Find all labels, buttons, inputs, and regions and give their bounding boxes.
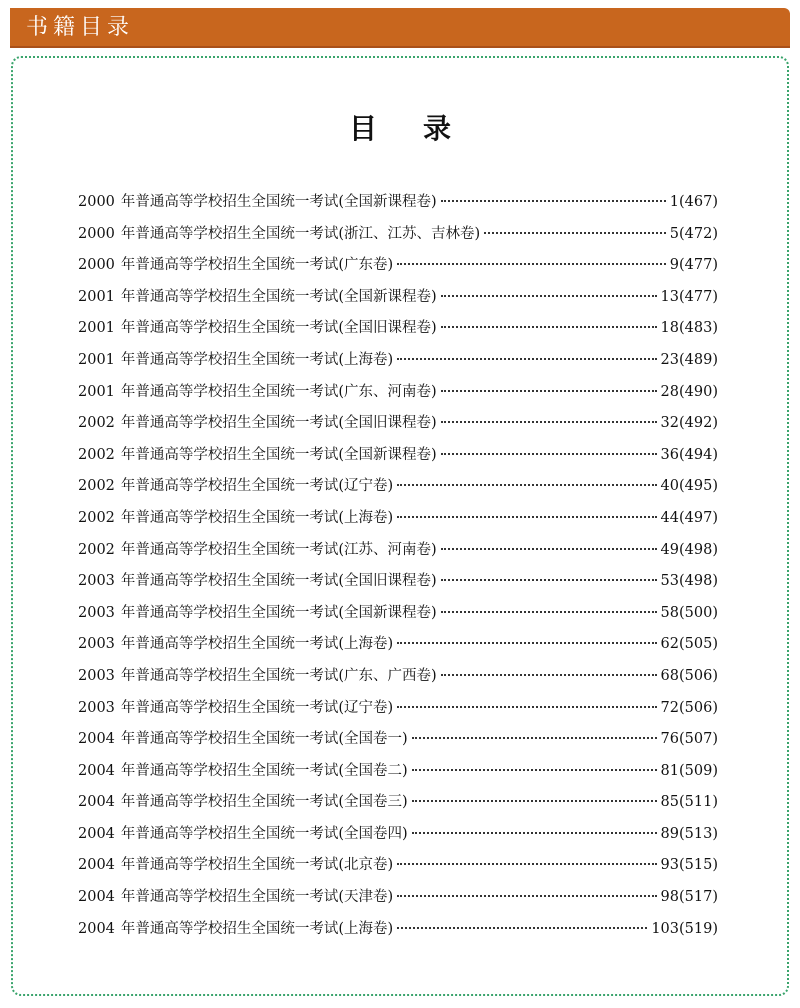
toc-item[interactable] bbox=[78, 222, 718, 254]
toc-title: 年普通高等学校招生全国统一考试(上海卷) bbox=[120, 636, 394, 653]
toc-title: 年普通高等学校招生全国统一考试(全国旧课程卷) bbox=[120, 573, 437, 590]
toc-page-number: 89(513) bbox=[660, 825, 718, 842]
toc-page-number: 68(506) bbox=[660, 667, 718, 684]
toc-year: 2001 bbox=[78, 351, 115, 368]
table-of-contents bbox=[78, 190, 718, 948]
toc-page-number: 58(500) bbox=[660, 604, 718, 621]
toc-page-number: 98(517) bbox=[660, 889, 718, 906]
toc-year: 2004 bbox=[78, 762, 115, 779]
toc-leader-dots bbox=[412, 769, 657, 771]
toc-leader-dots bbox=[484, 232, 666, 234]
toc-leader-dots bbox=[397, 484, 656, 486]
toc-item[interactable] bbox=[78, 569, 718, 601]
toc-year: 2000 bbox=[78, 225, 115, 242]
toc-item[interactable] bbox=[78, 474, 718, 506]
header-bar bbox=[10, 8, 790, 48]
toc-leader-dots bbox=[441, 611, 657, 613]
toc-page-number: 49(498) bbox=[660, 541, 718, 558]
toc-item[interactable] bbox=[78, 917, 718, 949]
toc-year: 2004 bbox=[78, 794, 115, 811]
toc-item[interactable] bbox=[78, 380, 718, 412]
toc-leader-dots bbox=[441, 548, 657, 550]
toc-year: 2003 bbox=[78, 604, 115, 621]
toc-page-number: 72(506) bbox=[660, 699, 718, 716]
toc-page-number: 76(507) bbox=[660, 731, 718, 748]
toc-title: 年普通高等学校招生全国统一考试(全国新课程卷) bbox=[120, 604, 437, 621]
toc-title: 年普通高等学校招生全国统一考试(全国新课程卷) bbox=[120, 194, 437, 210]
toc-leader-dots bbox=[441, 326, 657, 328]
toc-leader-dots bbox=[441, 453, 657, 455]
toc-leader-dots bbox=[397, 642, 656, 644]
toc-item[interactable] bbox=[78, 538, 718, 570]
toc-year: 2004 bbox=[78, 731, 115, 748]
toc-page-number: 93(515) bbox=[660, 857, 718, 874]
toc-title: 年普通高等学校招生全国统一考试(全国旧课程卷) bbox=[120, 320, 437, 337]
toc-page-number: 81(509) bbox=[660, 762, 718, 779]
toc-leader-dots bbox=[397, 927, 647, 929]
toc-page-number: 1(467) bbox=[669, 194, 718, 210]
toc-page-number: 9(477) bbox=[669, 257, 718, 274]
toc-title: 年普通高等学校招生全国统一考试(浙江、江苏、吉林卷) bbox=[120, 225, 481, 242]
toc-title: 年普通高等学校招生全国统一考试(辽宁卷) bbox=[120, 699, 394, 716]
toc-item[interactable] bbox=[78, 727, 718, 759]
toc-year: 2002 bbox=[78, 541, 115, 558]
toc-page-number: 5(472) bbox=[669, 225, 718, 242]
toc-leader-dots bbox=[412, 737, 657, 739]
toc-title: 年普通高等学校招生全国统一考试(广东、河南卷) bbox=[120, 383, 437, 400]
toc-page-number: 40(495) bbox=[660, 478, 718, 495]
toc-leader-dots bbox=[397, 895, 656, 897]
toc-year: 2001 bbox=[78, 320, 115, 337]
toc-title: 年普通高等学校招生全国统一考试(广东、广西卷) bbox=[120, 667, 437, 684]
toc-year: 2000 bbox=[78, 194, 115, 210]
toc-title: 年普通高等学校招生全国统一考试(北京卷) bbox=[120, 857, 394, 874]
toc-page-number: 28(490) bbox=[660, 383, 718, 400]
toc-page-number: 36(494) bbox=[660, 446, 718, 463]
toc-year: 2004 bbox=[78, 825, 115, 842]
toc-title: 年普通高等学校招生全国统一考试(广东卷) bbox=[120, 257, 394, 274]
toc-year: 2001 bbox=[78, 288, 115, 305]
toc-page-number: 13(477) bbox=[660, 288, 718, 305]
toc-item[interactable] bbox=[78, 348, 718, 380]
toc-year: 2003 bbox=[78, 636, 115, 653]
toc-leader-dots bbox=[397, 516, 656, 518]
toc-item[interactable] bbox=[78, 759, 718, 791]
toc-leader-dots bbox=[441, 421, 657, 423]
toc-page-number: 23(489) bbox=[660, 351, 718, 368]
toc-leader-dots bbox=[397, 706, 656, 708]
toc-item[interactable] bbox=[78, 664, 718, 696]
toc-title: 年普通高等学校招生全国统一考试(全国旧课程卷) bbox=[120, 415, 437, 432]
toc-item[interactable] bbox=[78, 601, 718, 633]
toc-year: 2002 bbox=[78, 509, 115, 526]
toc-year: 2004 bbox=[78, 920, 115, 937]
toc-title: 年普通高等学校招生全国统一考试(江苏、河南卷) bbox=[120, 541, 437, 558]
toc-title: 年普通高等学校招生全国统一考试(天津卷) bbox=[120, 889, 394, 906]
toc-item[interactable] bbox=[78, 190, 718, 222]
toc-year: 2004 bbox=[78, 889, 115, 906]
toc-year: 2001 bbox=[78, 383, 115, 400]
toc-item[interactable] bbox=[78, 506, 718, 538]
toc-page-number: 32(492) bbox=[660, 415, 718, 432]
toc-item[interactable] bbox=[78, 822, 718, 854]
toc-page-number: 53(498) bbox=[660, 573, 718, 590]
toc-page-number: 44(497) bbox=[660, 509, 718, 526]
toc-page-number: 18(483) bbox=[660, 320, 718, 337]
toc-leader-dots bbox=[412, 800, 657, 802]
toc-leader-dots bbox=[397, 358, 656, 360]
toc-title: 年普通高等学校招生全国统一考试(全国新课程卷) bbox=[120, 446, 437, 463]
toc-title: 年普通高等学校招生全国统一考试(上海卷) bbox=[120, 509, 394, 526]
toc-year: 2002 bbox=[78, 478, 115, 495]
toc-page-number: 103(519) bbox=[651, 920, 718, 937]
toc-item[interactable] bbox=[78, 790, 718, 822]
toc-title: 年普通高等学校招生全国统一考试(辽宁卷) bbox=[120, 478, 394, 495]
toc-item[interactable] bbox=[78, 253, 718, 285]
toc-item[interactable] bbox=[78, 853, 718, 885]
toc-item[interactable] bbox=[78, 411, 718, 443]
toc-title: 年普通高等学校招生全国统一考试(全国新课程卷) bbox=[120, 288, 437, 305]
toc-leader-dots bbox=[397, 263, 666, 265]
toc-leader-dots bbox=[412, 832, 657, 834]
toc-title: 年普通高等学校招生全国统一考试(全国卷三) bbox=[120, 794, 408, 811]
toc-year: 2000 bbox=[78, 257, 115, 274]
header-title: 书籍目录 bbox=[26, 15, 135, 40]
toc-title: 年普通高等学校招生全国统一考试(全国卷二) bbox=[120, 762, 408, 779]
toc-page-number: 85(511) bbox=[660, 794, 718, 811]
toc-year: 2003 bbox=[78, 699, 115, 716]
toc-item[interactable] bbox=[78, 885, 718, 917]
toc-leader-dots bbox=[441, 579, 657, 581]
toc-page-number: 62(505) bbox=[660, 636, 718, 653]
toc-title: 年普通高等学校招生全国统一考试(全国卷四) bbox=[120, 825, 408, 842]
toc-year: 2004 bbox=[78, 857, 115, 874]
toc-year: 2003 bbox=[78, 667, 115, 684]
toc-year: 2002 bbox=[78, 446, 115, 463]
toc-leader-dots bbox=[441, 674, 657, 676]
toc-title: 年普通高等学校招生全国统一考试(全国卷一) bbox=[120, 731, 408, 748]
toc-leader-dots bbox=[397, 863, 656, 865]
toc-item[interactable] bbox=[78, 443, 718, 475]
toc-year: 2003 bbox=[78, 573, 115, 590]
toc-leader-dots bbox=[441, 200, 666, 202]
toc-year: 2002 bbox=[78, 415, 115, 432]
page-title: 目录 bbox=[348, 112, 497, 145]
toc-title: 年普通高等学校招生全国统一考试(上海卷) bbox=[120, 920, 394, 937]
toc-leader-dots bbox=[441, 390, 657, 392]
toc-item[interactable] bbox=[78, 316, 718, 348]
toc-title: 年普通高等学校招生全国统一考试(上海卷) bbox=[120, 351, 394, 368]
toc-leader-dots bbox=[441, 295, 657, 297]
toc-item[interactable] bbox=[78, 285, 718, 317]
toc-item[interactable] bbox=[78, 696, 718, 728]
toc-item[interactable] bbox=[78, 632, 718, 664]
